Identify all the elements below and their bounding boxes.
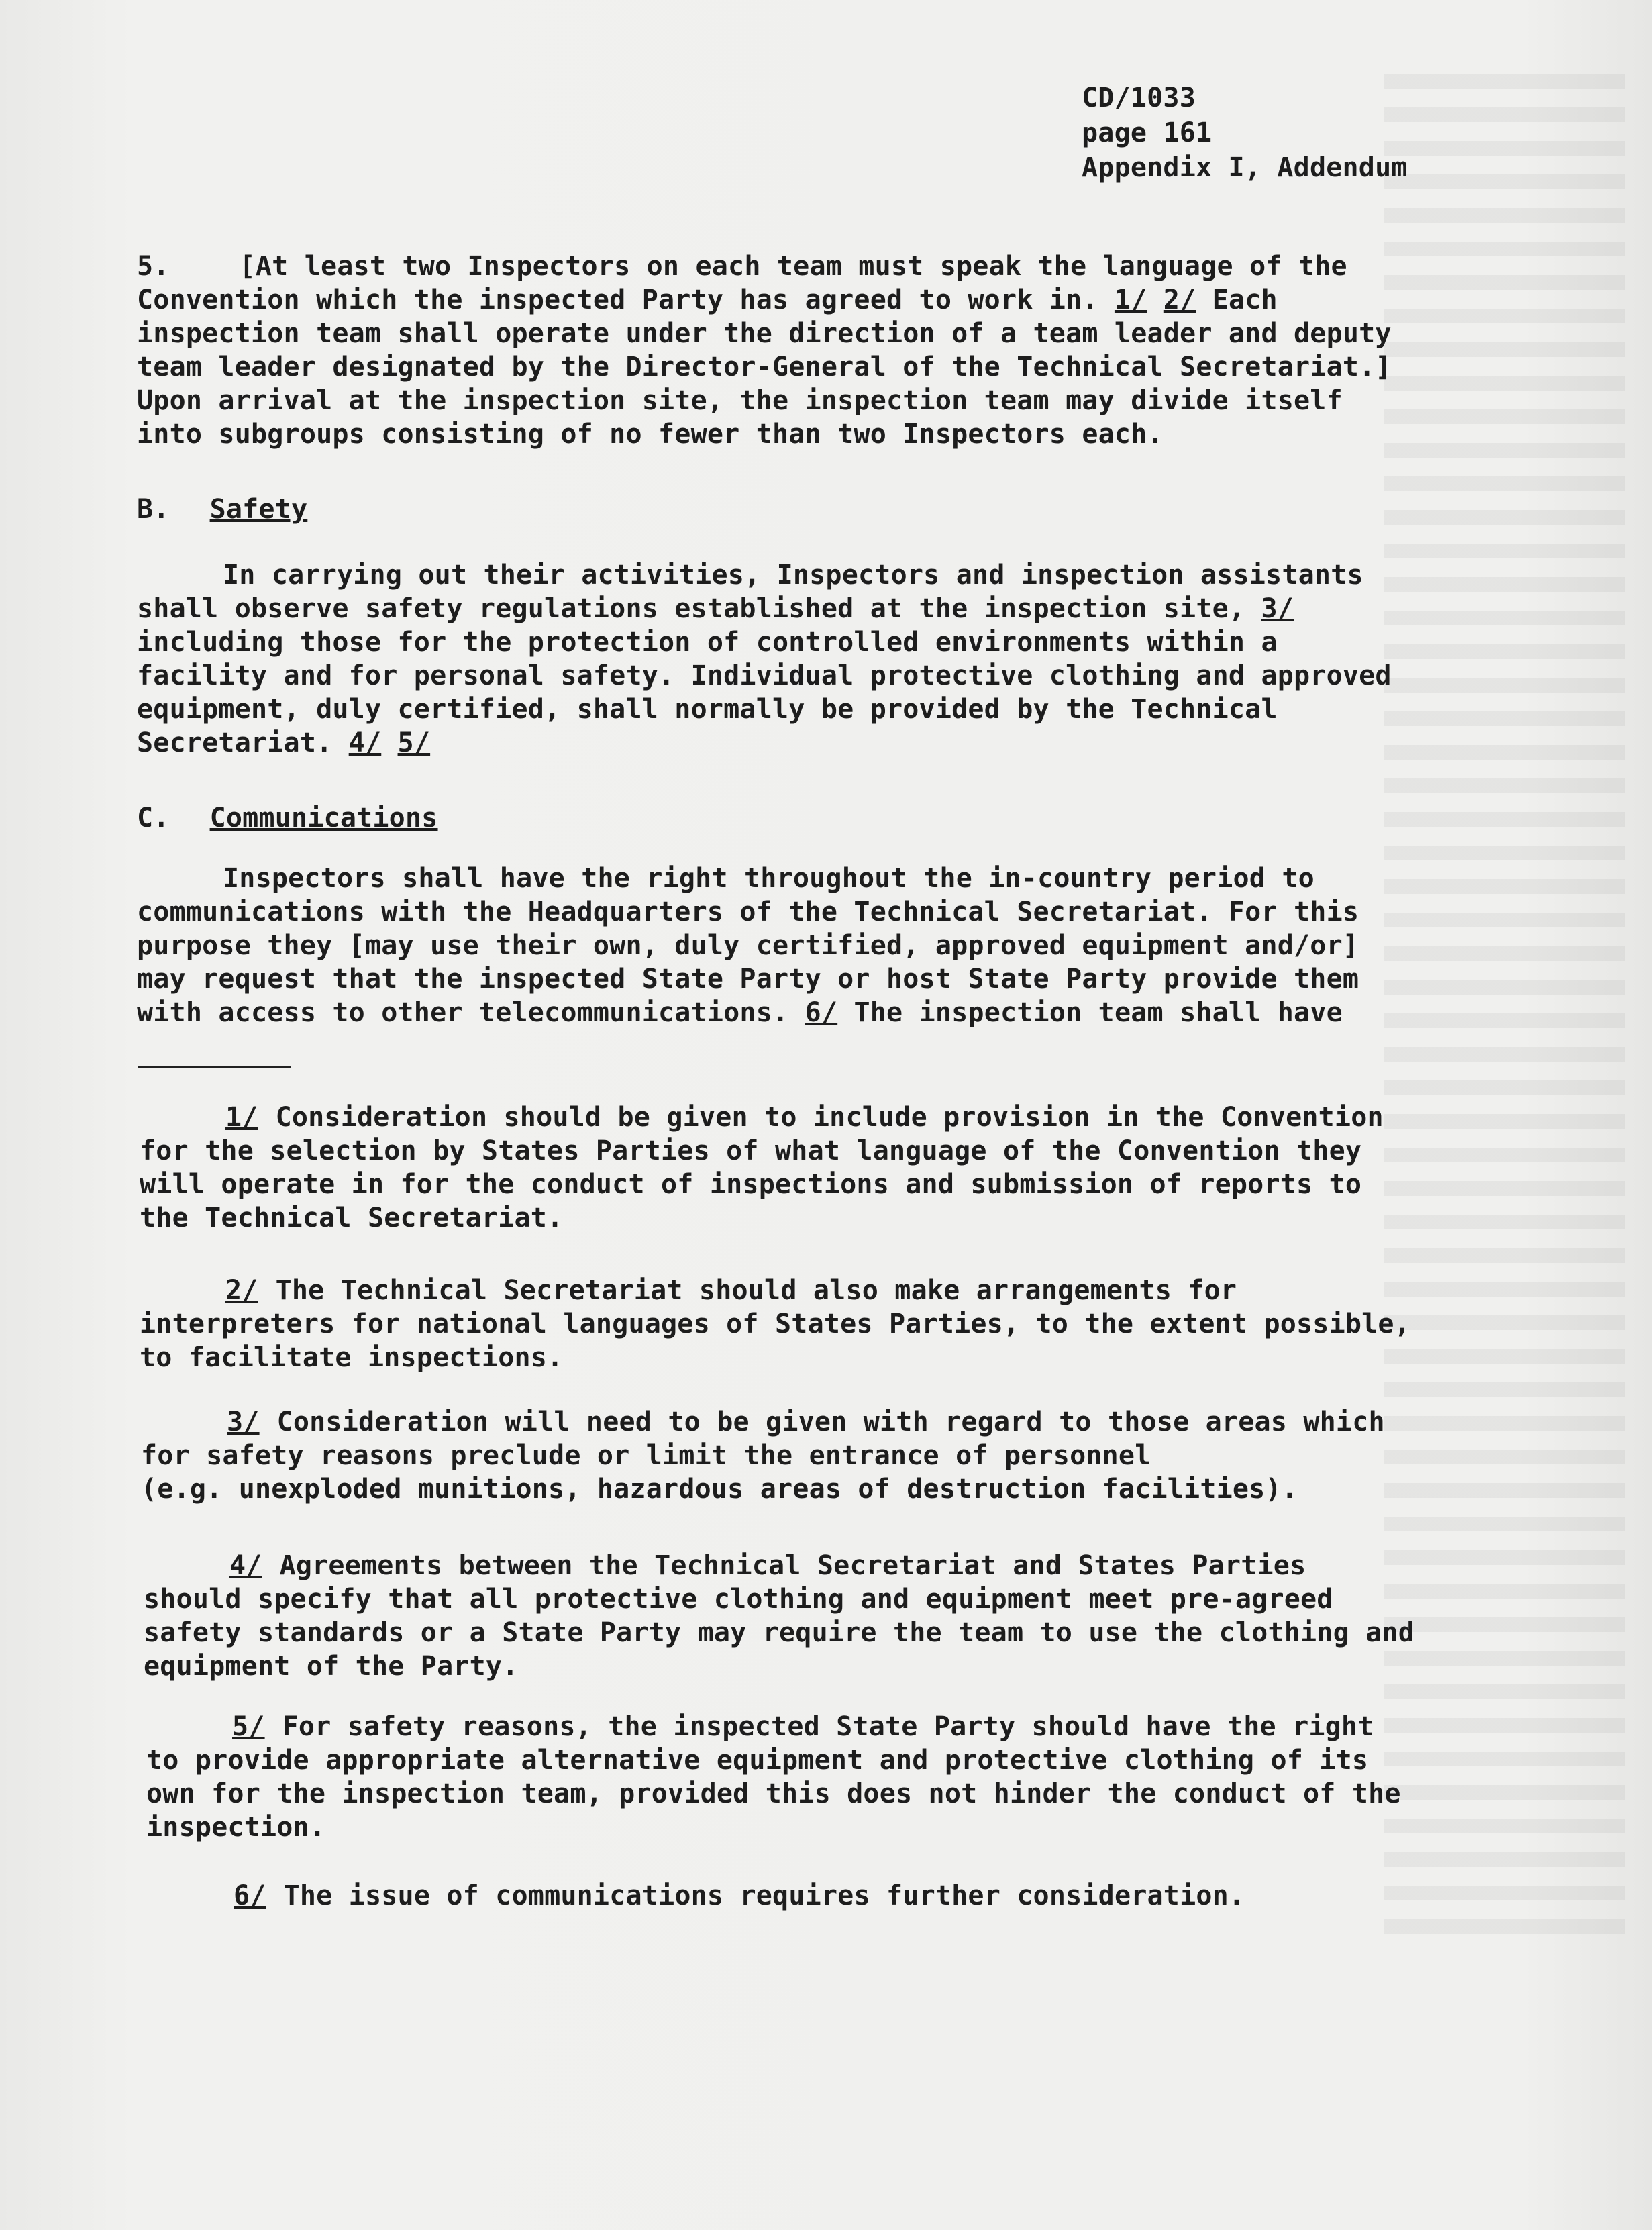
paragraph-5 bbox=[137, 250, 1392, 451]
paragraph-line: purpose they [may use their own, duly certified, approved equipment and/or] bbox=[137, 930, 1359, 961]
footnote-number: 5/ bbox=[232, 1711, 265, 1742]
safety-paragraph bbox=[137, 558, 1392, 760]
section-title: Communications bbox=[209, 803, 438, 833]
paragraph-line: shall observe safety regulations established at the inspection site, 3/ bbox=[137, 593, 1294, 624]
footnote-1: 1/ Consideration should be given to include provision in the Convention for the selection by States Parties of what language of the Convention they will operate in for the conduct of inspections and submission of reports to the Technical Secretariat. bbox=[140, 1102, 1384, 1233]
paragraph-line: including those for the protection of controlled environments within a bbox=[137, 627, 1278, 658]
document-id: CD/1033 bbox=[1082, 83, 1196, 113]
footnote-6: 6/ The issue of communications requires further consideration. bbox=[234, 1880, 1245, 1911]
paragraph-line: Inspectors shall have the right throughout the in-country period to bbox=[223, 863, 1314, 894]
footnote-ref-1[interactable]: 1/ bbox=[1114, 285, 1147, 315]
section-heading-safety bbox=[137, 493, 307, 526]
footnote-number: 1/ bbox=[225, 1102, 258, 1133]
bleed-through-shadow bbox=[1384, 74, 1625, 1939]
paragraph-line: Convention which the inspected Party has agreed to work in. 1/ 2/ Each bbox=[137, 285, 1278, 315]
page-number: page 161 bbox=[1082, 117, 1212, 148]
section-letter: C. bbox=[137, 803, 170, 833]
section-title: Safety bbox=[209, 494, 308, 525]
footnote-number: 2/ bbox=[225, 1275, 258, 1306]
section-heading-communications bbox=[137, 801, 438, 835]
appendix-label: Appendix I, Addendum bbox=[1082, 152, 1408, 183]
section-letter: B. bbox=[137, 494, 170, 525]
footnote-number: 6/ bbox=[234, 1880, 266, 1911]
footnote-5: 5/ For safety reasons, the inspected State Party should have the right to provide appropriate alternative equipment and protective clothing of its own for the inspection team, provided this does not hinder the conduct of the inspection. bbox=[146, 1711, 1401, 1843]
footnote-number: 4/ bbox=[229, 1550, 262, 1581]
paragraph-line: team leader designated by the Director-General of the Technical Secretariat.] bbox=[137, 352, 1392, 383]
footnote-ref-2[interactable]: 2/ bbox=[1163, 285, 1196, 315]
footnote-ref-4[interactable]: 4/ bbox=[348, 727, 382, 758]
paragraph-line: 5. [At least two Inspectors on each team must speak the language of the bbox=[137, 251, 1347, 282]
footnote-ref-6[interactable]: 6/ bbox=[805, 997, 838, 1028]
footnote-3: 3/ Consideration will need to be given with regard to those areas which for safety reasons preclude or limit the entrance of personnel (e.g. unexploded munitions, hazardous areas of destruction facilities). bbox=[141, 1407, 1385, 1505]
paragraph-line: may request that the inspected State Party or host State Party provide them bbox=[137, 964, 1359, 995]
paragraph-line: In carrying out their activities, Inspectors and inspection assistants bbox=[223, 560, 1363, 591]
paragraph-line: Secretariat. 4/ 5/ bbox=[137, 727, 431, 758]
footnote-separator bbox=[138, 1066, 291, 1068]
paragraph-line: into subgroups consisting of no fewer than two Inspectors each. bbox=[137, 419, 1164, 450]
communications-paragraph bbox=[137, 862, 1359, 1029]
paragraph-line: inspection team shall operate under the direction of a team leader and deputy bbox=[137, 318, 1392, 349]
paragraph-line: Upon arrival at the inspection site, the inspection team may divide itself bbox=[137, 385, 1343, 416]
footnote-ref-5[interactable]: 5/ bbox=[397, 727, 431, 758]
paragraph-line: facility and for personal safety. Individual protective clothing and approved bbox=[137, 660, 1392, 691]
paragraph-number: 5. bbox=[137, 251, 170, 282]
paragraph-line: with access to other telecommunications. 6/ The inspection team shall have bbox=[137, 997, 1343, 1028]
footnote-2: 2/ The Technical Secretariat should also make arrangements for interpreters for national languages of States Parties, to the extent possible, to facilitate inspections. bbox=[140, 1275, 1410, 1373]
footnote-number: 3/ bbox=[227, 1407, 260, 1437]
paragraph-line: equipment, duly certified, shall normally be provided by the Technical bbox=[137, 694, 1278, 725]
footnote-4: 4/ Agreements between the Technical Secretariat and States Parties should specify that all protective clothing and equipment meet pre-agreed safety standards or a State Party may require the team to use the clothing and equipment of the Party. bbox=[144, 1550, 1414, 1682]
document-header bbox=[1082, 81, 1408, 185]
paragraph-line: communications with the Headquarters of the Technical Secretariat. For this bbox=[137, 897, 1359, 927]
footnote-ref-3[interactable]: 3/ bbox=[1261, 593, 1294, 624]
